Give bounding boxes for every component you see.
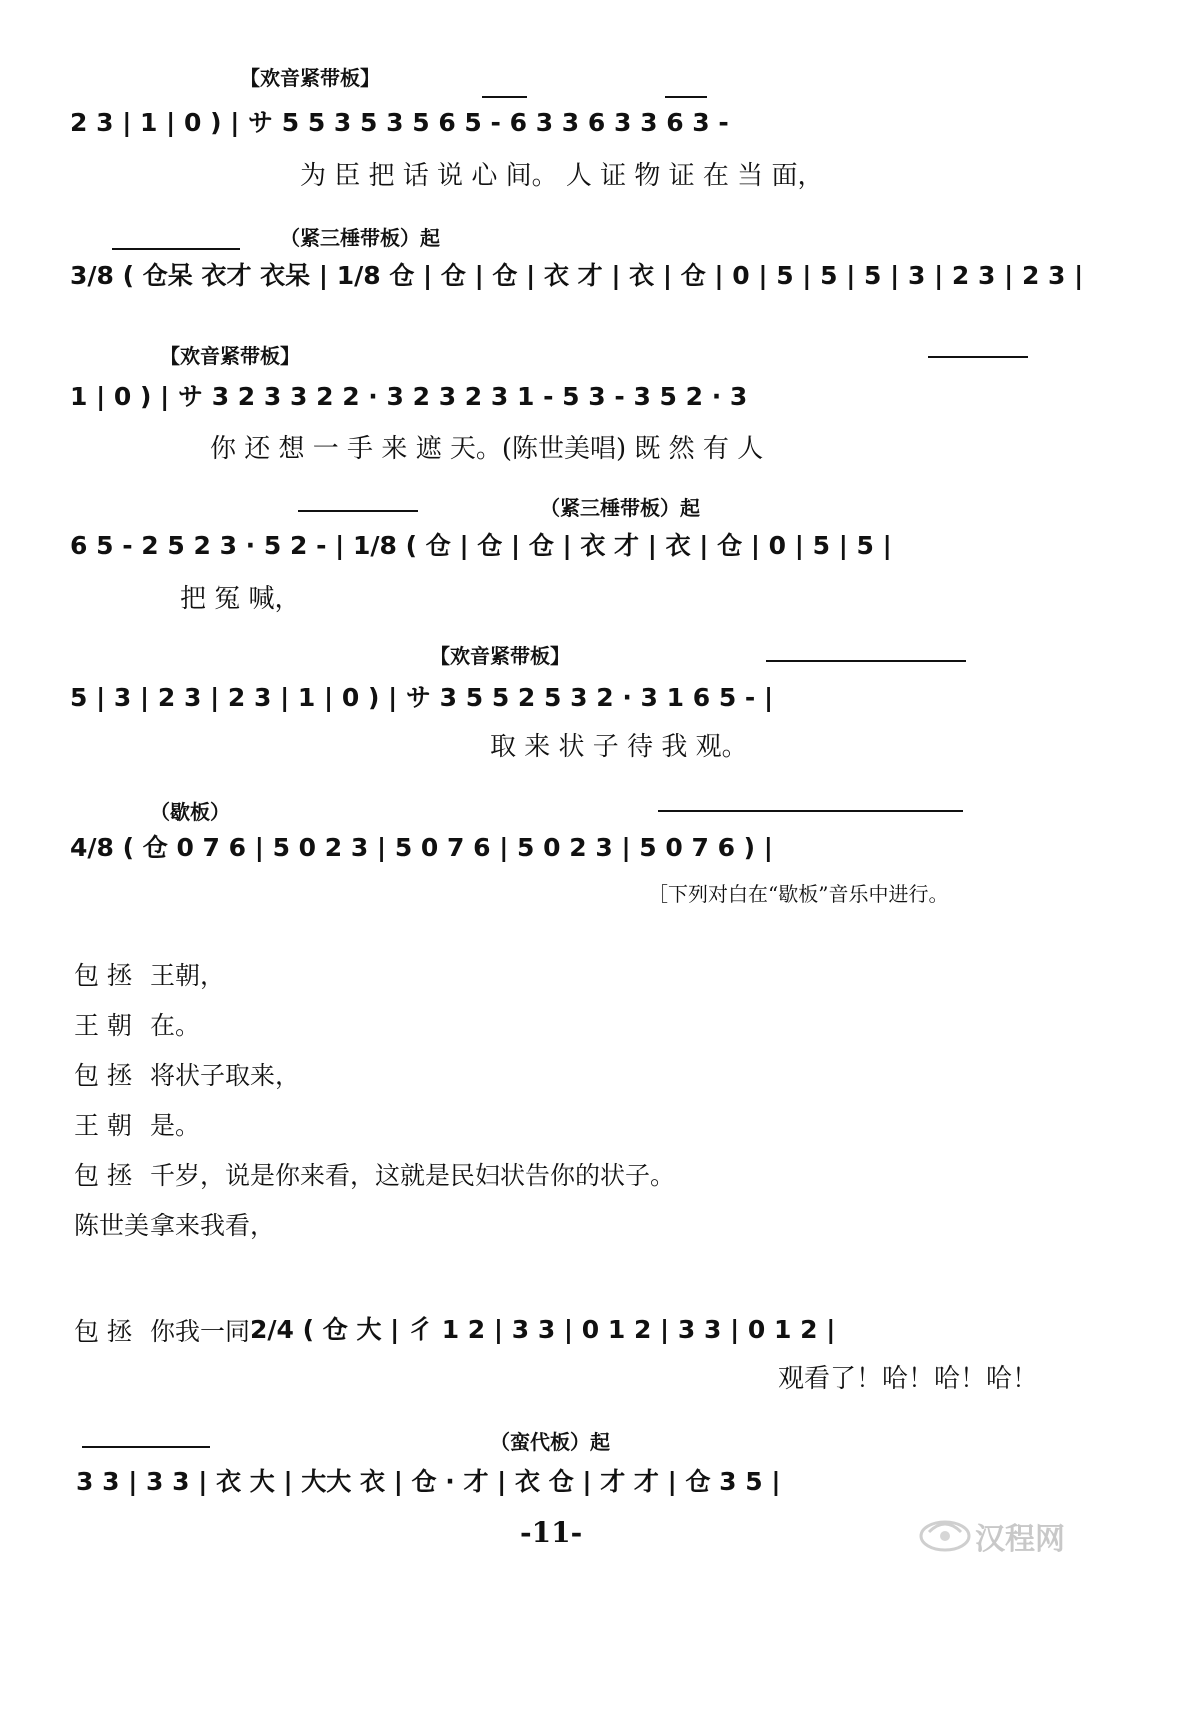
lyric-line-5: 取 来 状 子 待 我 观。 xyxy=(490,732,748,762)
repeat-bracket xyxy=(658,810,963,812)
notation-line-final: 2/4 ( 仓 大 | 彳 1 2 | 3 3 | 0 1 2 | 3 3 | 0 1 2 | xyxy=(250,1315,836,1344)
repeat-bracket xyxy=(82,1446,210,1448)
dialogue-text: 拿来我看， xyxy=(150,1211,276,1240)
slur-mark xyxy=(928,356,1028,358)
dialogue-text: 你我一同 xyxy=(150,1317,251,1346)
section-tag-4: （紧三棰带板）起 xyxy=(540,496,700,520)
dialogue-text: 千岁，说是你来看，这就是民妇状告你的状子。 xyxy=(150,1161,676,1190)
notation-line-2: 3/8 ( 仓呆 衣才 衣呆 | 1/8 仓 | 仓 | 仓 | 衣 才 | 衣 | 仓 | 0 | 5 | 5 | 5 | 3 | 2 3 | 2 3 | xyxy=(70,261,1084,290)
lyric-line-4: 把 冤 喊， xyxy=(180,584,301,614)
lyric-line-3: 你 还 想 一 手 来 遮 天。(陈世美唱) 既 然 有 人 xyxy=(210,434,764,464)
stage-direction: ［下列对白在“歇板”音乐中进行。 xyxy=(648,882,949,906)
dialogue-role: 包 拯 xyxy=(74,961,132,990)
watermark-text: 汉程网 xyxy=(975,1522,1065,1557)
notation-line-5: 5 | 3 | 2 3 | 2 3 | 1 | 0 ) | サ 3 5 5 2 5 3 2 · 3 1 6 5 - | xyxy=(70,683,774,712)
slur-mark xyxy=(766,660,966,662)
dialogue-role: 王 朝 xyxy=(74,1111,132,1140)
notation-line-3: 1 | 0 ) | サ 3 2 3 3 2 2 · 3 2 3 2 3 1 - 5 3 - 3 5 2 · 3 xyxy=(70,382,748,411)
page-number: -11- xyxy=(520,1516,583,1549)
repeat-bracket xyxy=(112,248,240,250)
dialogue-role: 王 朝 xyxy=(74,1011,132,1040)
dialogue-text: 在。 xyxy=(150,1011,201,1040)
section-tag-last: （蛮代板）起 xyxy=(490,1430,610,1454)
lyric-line-1: 为 臣 把 话 说 心 间。 人 证 物 证 在 当 面， xyxy=(300,161,824,191)
notation-line-4: 6 5 - 2 5 2 3 · 5 2 - | 1/8 ( 仓 | 仓 | 仓 | 衣 才 | 衣 | 仓 | 0 | 5 | 5 | xyxy=(70,531,892,560)
notation-line-6: 4/8 ( 仓 0 7 6 | 5 0 2 3 | 5 0 7 6 | 5 0 2 3 | 5 0 7 6 ) | xyxy=(70,833,773,862)
slur-mark xyxy=(665,96,707,98)
dialogue-role: 包 拯 xyxy=(74,1161,132,1190)
dialogue-text: 是。 xyxy=(150,1111,201,1140)
section-tag-2: （紧三棰带板）起 xyxy=(280,226,440,250)
dialogue-role: 陈世美 xyxy=(74,1211,150,1240)
section-tag-3: 【欢音紧带板】 xyxy=(160,344,300,368)
dialogue-text: 王朝， xyxy=(150,961,226,990)
lyric-line-final: 观看了！哈！哈！哈！ xyxy=(778,1364,1039,1394)
section-tag-5: 【欢音紧带板】 xyxy=(430,644,570,668)
notation-line-last: 3 3 | 3 3 | 衣 大 | 大大 衣 | 仓 · 才 | 衣 仓 | 才 才 | 仓 3 5 | xyxy=(76,1467,781,1496)
section-tag-6: （歇板） xyxy=(150,800,230,824)
dialogue-role: 包 拯 xyxy=(74,1317,132,1346)
notation-line-1: 2 3 | 1 | 0 ) | サ 5 5 3 5 3 5 6 5 - 6 3 3 6 3 3 6 3 - xyxy=(70,108,729,137)
dialogue-role: 包 拯 xyxy=(74,1061,132,1090)
section-tag-1: 【欢音紧带板】 xyxy=(240,66,380,90)
dialogue-text: 将状子取来， xyxy=(150,1061,301,1090)
watermark-logo-icon xyxy=(915,1512,975,1556)
slur-mark xyxy=(298,510,418,512)
slur-mark xyxy=(482,96,527,98)
